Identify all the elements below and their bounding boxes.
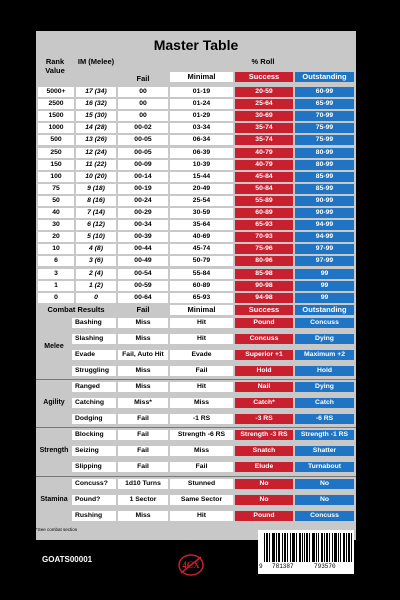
- combat-minimal-cell: Miss: [170, 446, 233, 456]
- fail-cell: 00: [118, 111, 168, 121]
- combat-outstanding-cell: Catch: [295, 398, 354, 408]
- barcode-bar: [309, 533, 310, 562]
- fail-cell: 00-02: [118, 123, 168, 133]
- combat-success-cell: No: [235, 495, 293, 505]
- barcode-bar: [314, 533, 315, 562]
- barcode-bar: [344, 533, 345, 562]
- im-cell: 0: [76, 293, 116, 303]
- combat-fail-cell: Miss: [118, 511, 168, 521]
- im-header: IM (Melee): [77, 57, 115, 66]
- combat-action-cell: Pound?: [72, 495, 116, 505]
- minimal-header: Minimal: [170, 72, 233, 82]
- im-cell: 14 (28): [76, 123, 116, 133]
- success-cell: 20-59: [235, 87, 293, 97]
- rank-value-cell: 5000+: [38, 87, 74, 97]
- im-cell: 16 (32): [76, 99, 116, 109]
- barcode-bar: [332, 533, 333, 562]
- combat-minimal-cell: Evade: [170, 350, 233, 360]
- combat-fail-cell: Miss: [118, 382, 168, 392]
- im-cell: 9 (18): [76, 184, 116, 194]
- minimal-cell: 40-69: [170, 232, 233, 242]
- combat-success-cell: Snatch: [235, 446, 293, 456]
- outstanding-cell: 99: [295, 281, 354, 291]
- barcode-bar: [264, 533, 265, 562]
- minimal-cell: 30-59: [170, 208, 233, 218]
- combat-outstanding-cell: No: [295, 495, 354, 505]
- outstanding-header: Outstanding: [295, 72, 354, 82]
- minimal-cell: 01-29: [170, 111, 233, 121]
- rank-value-cell: 1500: [38, 111, 74, 121]
- success-cell: 90-98: [235, 281, 293, 291]
- success-cell: 50-84: [235, 184, 293, 194]
- barcode-bar: [300, 533, 301, 562]
- outstanding-cell: 99: [295, 269, 354, 279]
- combat-success-cell: Concuss: [235, 334, 293, 344]
- barcode-bar: [322, 533, 323, 562]
- rank-value-cell: 30: [38, 220, 74, 230]
- barcode-bar: [318, 533, 319, 562]
- combat-success-cell: Elude: [235, 462, 293, 472]
- barcode-bar: [324, 533, 325, 562]
- im-cell: 1 (2): [76, 281, 116, 291]
- fail-cell: 00-59: [118, 281, 168, 291]
- outstanding-cell: 80-99: [295, 148, 354, 158]
- barcode-bar: [273, 533, 274, 562]
- minimal-cell: 60-89: [170, 281, 233, 291]
- fail-cell: 00-24: [118, 196, 168, 206]
- fail-cell: 00: [118, 99, 168, 109]
- combat-group-label: Stamina: [40, 495, 68, 503]
- barcode-bar: [326, 533, 327, 562]
- barcode-bar: [327, 533, 328, 562]
- rank-value-cell: 40: [38, 208, 74, 218]
- group-separator: [36, 476, 356, 477]
- publisher-logo: [178, 553, 204, 577]
- minimal-cell: 15-44: [170, 172, 233, 182]
- barcode-bar: [321, 533, 322, 562]
- rank-value-cell: 1000: [38, 123, 74, 133]
- success-cell: 40-79: [235, 148, 293, 158]
- im-cell: 4 (8): [76, 244, 116, 254]
- combat-fail-cell: 1 Sector: [118, 495, 168, 505]
- success-cell: 35-74: [235, 123, 293, 133]
- combat-success-cell: -3 RS: [235, 414, 293, 424]
- rank-value-cell: 100: [38, 172, 74, 182]
- fail-cell: 00-49: [118, 256, 168, 266]
- barcode-bar: [351, 533, 352, 562]
- combat-minimal-cell: Stunned: [170, 479, 233, 489]
- combat-fail-cell: Miss*: [118, 398, 168, 408]
- outstanding-cell: 94-99: [295, 220, 354, 230]
- outstanding-cell: 85-99: [295, 172, 354, 182]
- combat-action-cell: Bashing: [72, 318, 116, 328]
- barcode-bar: [269, 533, 270, 562]
- combat-fail-cell: 1d10 Turns: [118, 479, 168, 489]
- combat-fail-cell: Miss: [118, 318, 168, 328]
- outstanding-cell: 75-99: [295, 135, 354, 145]
- combat-outstanding-cell: Turnabout: [295, 462, 354, 472]
- combat-minimal-cell: Hit: [170, 511, 233, 521]
- barcode-bar: [340, 533, 341, 562]
- barcode-bars: [258, 530, 354, 564]
- table-title: Master Table: [153, 37, 239, 53]
- combat-minimal-cell: Strength -6 RS: [170, 430, 233, 440]
- im-cell: 17 (34): [76, 87, 116, 97]
- im-cell: 5 (10): [76, 232, 116, 242]
- success-cell: 70-93: [235, 232, 293, 242]
- minimal-cell: 20-49: [170, 184, 233, 194]
- minimal-cell: 01-19: [170, 87, 233, 97]
- combat-fail-cell: Miss: [118, 366, 168, 376]
- percent-roll-label: % Roll: [251, 57, 275, 66]
- combat-outstanding-cell: Strength -1 RS: [295, 430, 354, 440]
- combat-success-cell: Superior +1: [235, 350, 293, 360]
- im-cell: 6 (12): [76, 220, 116, 230]
- combat-success-cell: Catch*: [235, 398, 293, 408]
- rank-value-cell: 20: [38, 232, 74, 242]
- combat-success-cell: Hold: [235, 366, 293, 376]
- outstanding-cell: 94-99: [295, 232, 354, 242]
- rank-value-cell: 0: [38, 293, 74, 303]
- im-cell: 7 (14): [76, 208, 116, 218]
- rank-value-cell: 6: [38, 256, 74, 266]
- rank-value-cell: 3: [38, 269, 74, 279]
- fail-cell: 00-14: [118, 172, 168, 182]
- success-cell: 60-89: [235, 208, 293, 218]
- barcode-bar: [348, 533, 349, 562]
- combat-action-cell: Struggling: [72, 366, 116, 376]
- combat-minimal-cell: Fail: [170, 462, 233, 472]
- im-cell: 3 (6): [76, 256, 116, 266]
- fail-cell: 00-39: [118, 232, 168, 242]
- footnote: *See combat section: [36, 527, 78, 532]
- rank-value-cell: 50: [38, 196, 74, 206]
- combat-fail-cell: Fail: [118, 414, 168, 424]
- fail-cell: 00-19: [118, 184, 168, 194]
- combat-outstanding-cell: Shatter: [295, 446, 354, 456]
- success-cell: 80-96: [235, 256, 293, 266]
- combat-outstanding-header: Outstanding: [295, 305, 354, 315]
- barcode-bar: [285, 533, 286, 562]
- fail-cell: 00-05: [118, 135, 168, 145]
- master-table-card: [36, 31, 356, 540]
- rank-value-cell: 150: [38, 160, 74, 170]
- combat-outstanding-cell: No: [295, 479, 354, 489]
- combat-success-header: Success: [235, 305, 293, 315]
- minimal-cell: 01-24: [170, 99, 233, 109]
- combat-group-label: Strength: [39, 447, 69, 455]
- barcode-bar: [274, 533, 275, 562]
- success-cell: 25-64: [235, 99, 293, 109]
- barcode-bar: [266, 533, 267, 562]
- barcode-bar: [313, 533, 314, 562]
- barcode-bar: [278, 533, 279, 562]
- barcode-bar: [279, 533, 280, 562]
- combat-action-cell: Evade: [72, 350, 116, 360]
- im-cell: 10 (20): [76, 172, 116, 182]
- success-header: Success: [235, 72, 293, 82]
- success-cell: 65-93: [235, 220, 293, 230]
- combat-success-cell: Strength -3 RS: [235, 430, 293, 440]
- minimal-cell: 45-74: [170, 244, 233, 254]
- barcode-bar: [267, 533, 268, 562]
- minimal-cell: 25-54: [170, 196, 233, 206]
- fail-cell: 00-05: [118, 148, 168, 158]
- barcode-bar: [276, 533, 277, 562]
- barcode-bar: [307, 533, 308, 562]
- combat-action-cell: Ranged: [72, 382, 116, 392]
- barcode-lead-digit: 9: [259, 563, 263, 570]
- combat-outstanding-cell: Hold: [295, 366, 354, 376]
- logo-text: 4CX: [182, 560, 200, 570]
- combat-fail-header: Fail: [136, 305, 150, 314]
- fail-cell: 00: [118, 87, 168, 97]
- minimal-cell: 50-79: [170, 256, 233, 266]
- rank-value-cell: 500: [38, 135, 74, 145]
- combat-outstanding-cell: Dying: [295, 334, 354, 344]
- fail-cell: 00-54: [118, 269, 168, 279]
- combat-action-cell: Concuss?: [72, 479, 116, 489]
- combat-minimal-cell: Fail: [170, 366, 233, 376]
- rank-value-cell: 10: [38, 244, 74, 254]
- barcode-bar: [329, 533, 330, 562]
- combat-group-label: Agility: [43, 398, 65, 406]
- barcode-right-digits: 793570: [314, 563, 336, 570]
- outstanding-cell: 90-99: [295, 208, 354, 218]
- barcode-bar: [349, 533, 350, 562]
- success-cell: 85-98: [235, 269, 293, 279]
- barcode-bar: [272, 533, 273, 562]
- barcode-bar: [346, 533, 347, 562]
- outstanding-cell: 75-99: [295, 123, 354, 133]
- combat-fail-cell: Fail: [118, 430, 168, 440]
- minimal-cell: 06-39: [170, 148, 233, 158]
- combat-action-cell: Slipping: [72, 462, 116, 472]
- outstanding-cell: 65-99: [295, 99, 354, 109]
- combat-action-cell: Slashing: [72, 334, 116, 344]
- barcode-bar: [284, 533, 285, 562]
- combat-success-cell: Pound: [235, 511, 293, 521]
- outstanding-cell: 60-99: [295, 87, 354, 97]
- im-cell: 15 (30): [76, 111, 116, 121]
- rank-value-header: Rank Value: [45, 57, 65, 75]
- success-cell: 30-69: [235, 111, 293, 121]
- combat-minimal-cell: -1 RS: [170, 414, 233, 424]
- barcode-bar: [290, 533, 291, 562]
- combat-success-cell: No: [235, 479, 293, 489]
- outstanding-cell: 97-99: [295, 244, 354, 254]
- success-cell: 40-79: [235, 160, 293, 170]
- product-code: GOATS00001: [42, 555, 93, 564]
- rank-value-cell: 75: [38, 184, 74, 194]
- barcode-bar: [316, 533, 317, 562]
- success-cell: 75-96: [235, 244, 293, 254]
- im-cell: 11 (22): [76, 160, 116, 170]
- combat-action-cell: Rushing: [72, 511, 116, 521]
- barcode-bar: [292, 533, 293, 562]
- barcode-bar: [302, 533, 303, 562]
- combat-minimal-cell: Hit: [170, 318, 233, 328]
- combat-minimal-cell: Miss: [170, 398, 233, 408]
- barcode-left-digits: 781387: [272, 563, 294, 570]
- barcode-bar: [282, 533, 283, 562]
- barcode-bar: [304, 533, 305, 562]
- outstanding-cell: 90-99: [295, 196, 354, 206]
- rank-value-cell: 1: [38, 281, 74, 291]
- outstanding-cell: 80-99: [295, 160, 354, 170]
- success-cell: 35-74: [235, 135, 293, 145]
- minimal-cell: 55-84: [170, 269, 233, 279]
- minimal-cell: 65-93: [170, 293, 233, 303]
- combat-fail-cell: Fail: [118, 462, 168, 472]
- minimal-cell: 06-34: [170, 135, 233, 145]
- barcode-bar: [306, 533, 307, 562]
- im-cell: 8 (16): [76, 196, 116, 206]
- combat-action-cell: Dodging: [72, 414, 116, 424]
- group-separator: [36, 379, 356, 380]
- success-cell: 55-89: [235, 196, 293, 206]
- combat-group-label: Melee: [44, 342, 64, 350]
- combat-fail-cell: Miss: [118, 334, 168, 344]
- fail-cell: 00-44: [118, 244, 168, 254]
- combat-action-cell: Blocking: [72, 430, 116, 440]
- minimal-cell: 03-34: [170, 123, 233, 133]
- combat-outstanding-cell: -6 RS: [295, 414, 354, 424]
- im-cell: 12 (24): [76, 148, 116, 158]
- barcode-bar: [343, 533, 344, 562]
- barcode-bar: [299, 533, 300, 562]
- rank-value-cell: 250: [38, 148, 74, 158]
- combat-action-cell: Seizing: [72, 446, 116, 456]
- outstanding-cell: 97-99: [295, 256, 354, 266]
- combat-outstanding-cell: Maximum +2: [295, 350, 354, 360]
- combat-minimal-cell: Same Sector: [170, 495, 233, 505]
- barcode-bar: [336, 533, 337, 562]
- success-cell: 94-98: [235, 293, 293, 303]
- combat-outstanding-cell: Concuss: [295, 511, 354, 521]
- success-cell: 45-84: [235, 172, 293, 182]
- barcode-bar: [294, 533, 295, 562]
- fail-cell: 00-34: [118, 220, 168, 230]
- combat-outstanding-cell: Dying: [295, 382, 354, 392]
- group-separator: [36, 427, 356, 428]
- barcode-bar: [335, 533, 336, 562]
- minimal-cell: 10-39: [170, 160, 233, 170]
- combat-outstanding-cell: Concuss: [295, 318, 354, 328]
- outstanding-cell: 70-99: [295, 111, 354, 121]
- barcode-bar: [312, 533, 313, 562]
- combat-minimal-header: Minimal: [170, 305, 233, 315]
- fail-cell: 00-64: [118, 293, 168, 303]
- barcode-bar: [338, 533, 339, 562]
- combat-success-cell: Pound: [235, 318, 293, 328]
- barcode-bar: [334, 533, 335, 562]
- im-cell: 2 (4): [76, 269, 116, 279]
- im-cell: 13 (26): [76, 135, 116, 145]
- combat-minimal-cell: Hit: [170, 334, 233, 344]
- combat-fail-cell: Fail: [118, 446, 168, 456]
- barcode: [258, 530, 354, 574]
- combat-success-cell: Nail: [235, 382, 293, 392]
- outstanding-cell: 99: [295, 293, 354, 303]
- fail-cell: 00-29: [118, 208, 168, 218]
- combat-results-header: Combat Results: [47, 305, 105, 314]
- outstanding-cell: 85-99: [295, 184, 354, 194]
- combat-fail-cell: Fail, Auto Hit: [118, 350, 168, 360]
- combat-minimal-cell: Hit: [170, 382, 233, 392]
- barcode-bar: [293, 533, 294, 562]
- rank-value-cell: 2500: [38, 99, 74, 109]
- barcode-bar: [296, 533, 297, 562]
- fail-cell: 00-09: [118, 160, 168, 170]
- fail-header: Fail: [136, 74, 150, 83]
- minimal-cell: 35-64: [170, 220, 233, 230]
- combat-action-cell: Catching: [72, 398, 116, 408]
- barcode-bar: [287, 533, 288, 562]
